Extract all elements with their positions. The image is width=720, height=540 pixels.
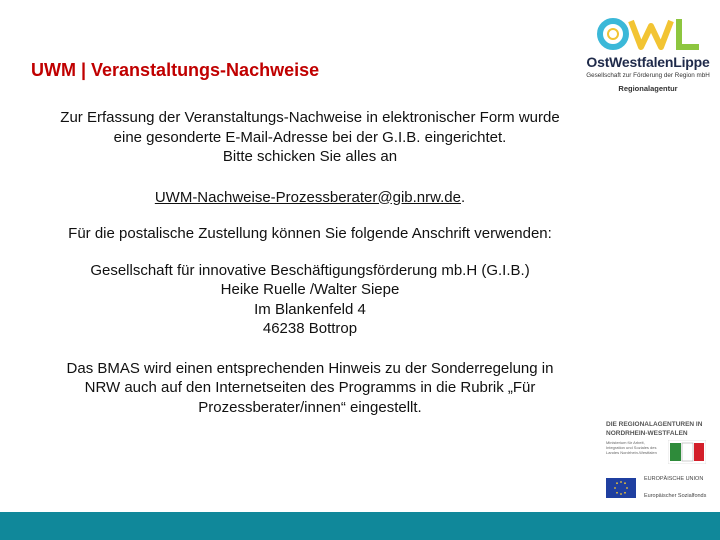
nrw-emblem-icon	[668, 440, 706, 464]
intro-line: Zur Erfassung der Veranstaltungs-Nachweise in elektronischer Form wurde	[60, 109, 560, 126]
address-line: Im Blankenfeld 4	[254, 300, 366, 318]
postal-note: Für die postalische Zustellung können Sie folgende Anschrift verwenden:	[68, 225, 552, 242]
email-link[interactable]: UWM-Nachweise-Prozessberater@gib.nrw.de	[154, 188, 461, 206]
email-period: .	[461, 188, 466, 206]
owl-logo	[583, 14, 713, 96]
eu-fund-label: Europäischer Sozialfonds	[644, 493, 707, 499]
eu-flag-icon	[606, 478, 636, 498]
address-line: 46238 Bottrop	[262, 320, 358, 337]
owl-logo-subtitle: Gesellschaft zur Förderung der Region mbH	[586, 72, 710, 79]
address-line: Gesellschaft für innovative Beschäftigungsförderung mb.H (G.I.B.)	[90, 261, 530, 279]
intro-line: Bitte schicken Sie alles an	[222, 148, 398, 165]
owl-logo-name: OstWestfalenLippe	[586, 54, 710, 70]
regionalagenturen-title: DIE REGIONALAGENTUREN IN NORDRHEIN-WESTFALEN	[606, 421, 703, 437]
bottom-bar	[0, 512, 720, 540]
owl-logo-agency: Regionalagentur	[618, 84, 678, 93]
regionalagenturen-logo	[600, 416, 712, 504]
slide-content	[40, 108, 580, 417]
ministry-label: Ministerium für Arbeit, Integration und Soziales des Landes Nordrhein-Westfalen	[606, 440, 657, 455]
owl-logo-mark	[595, 14, 703, 54]
eu-label: EUROPÄISCHE UNION	[644, 476, 704, 482]
email-paragraph	[40, 188, 580, 208]
closing-line: NRW auch auf den Internetseiten des Programms in die Rubrik „Für	[84, 379, 536, 396]
slide-title: UWM | Veranstaltungs-Nachweise	[31, 60, 320, 80]
closing-line: Das BMAS wird einen entsprechenden Hinweis zu der Sonderregelung in	[66, 359, 554, 377]
intro-line: eine gesonderte E-Mail-Adresse bei der G.I.B. eingerichtet.	[113, 128, 507, 146]
closing-line: Prozessberater/innen“ eingestellt.	[198, 398, 422, 416]
address-line: Heike Ruelle /Walter Siepe	[220, 281, 400, 298]
